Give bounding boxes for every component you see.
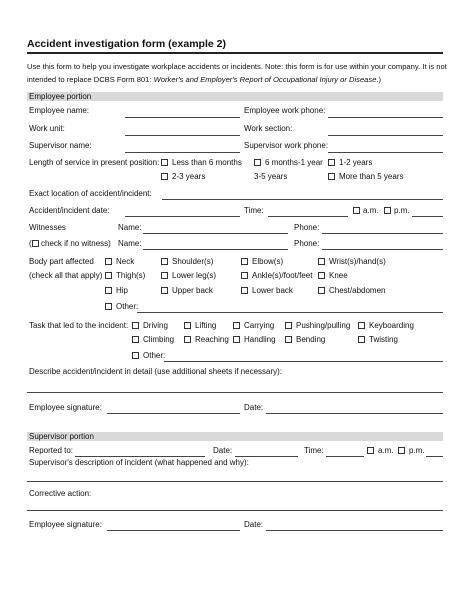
employee-signature-field[interactable]	[107, 413, 240, 414]
corrective-action-field[interactable]	[27, 510, 443, 511]
service-checkbox[interactable]	[328, 173, 335, 180]
task-checkbox[interactable]	[132, 336, 139, 343]
service-checkbox[interactable]	[161, 173, 168, 180]
supervisor-section-header	[27, 432, 443, 441]
body-part-checkbox[interactable]	[161, 272, 168, 279]
incident-date-field[interactable]	[125, 216, 240, 217]
supervisor-am-checkbox[interactable]	[367, 447, 374, 454]
witness-phone-field[interactable]	[322, 233, 443, 234]
describe-label: Describe accident/incident in detail (use additional sheets if necessary):	[29, 367, 283, 376]
reported-to-field[interactable]	[75, 456, 205, 457]
employee-signature-date-label: Date:	[244, 403, 264, 412]
body-part-option: Elbow(s)	[252, 257, 284, 266]
employee-signature-label: Employee signature:	[29, 403, 102, 412]
location-label: Exact location of accident/incident:	[29, 189, 152, 198]
body-part-option: Knee	[329, 271, 348, 280]
supervisor-name-field[interactable]	[125, 152, 240, 153]
supervisor-signature-date-field[interactable]	[266, 530, 443, 531]
am-checkbox[interactable]	[353, 207, 360, 214]
body-part-checkbox[interactable]	[105, 287, 112, 294]
body-part-option: Upper back	[172, 286, 213, 295]
supervisor-pm-label: p.m.	[409, 446, 425, 455]
supervisor-phone-field[interactable]	[328, 152, 443, 153]
employee-name-label: Employee name:	[29, 106, 90, 115]
body-part-checkbox[interactable]	[161, 258, 168, 265]
supervisor-pm-checkbox[interactable]	[398, 447, 405, 454]
witness-name-field[interactable]	[143, 233, 288, 234]
service-option: 2-3 years	[172, 172, 206, 181]
task-checkbox[interactable]	[285, 336, 292, 343]
intro-text: Use this form to help you investigate workplace accidents or incidents. Note: this form is for use within your company. It is not intended to replace DCBS Form 801:	[27, 62, 447, 84]
supervisor-signature-field[interactable]	[107, 530, 240, 531]
witnesses-label: Witnesses	[29, 223, 66, 232]
task-checkbox[interactable]	[358, 336, 365, 343]
supervisor-section-title: Supervisor portion	[29, 432, 94, 441]
incident-ampm-field[interactable]	[412, 216, 443, 217]
body-part-checkbox[interactable]	[318, 258, 325, 265]
task-option: Driving	[143, 321, 168, 330]
intro-paragraph	[27, 61, 447, 86]
task-label: Task that led to the incident:	[29, 321, 129, 330]
service-checkbox[interactable]	[328, 159, 335, 166]
supervisor-date-label: Date:	[213, 446, 233, 455]
supervisor-description-field[interactable]	[27, 481, 443, 482]
body-part-label: Body part affected	[29, 257, 94, 266]
reported-to-label: Reported to:	[29, 446, 74, 455]
witness2-name-field[interactable]	[143, 249, 288, 250]
employee-signature-date-field[interactable]	[266, 413, 443, 414]
task-other-label: Other:	[143, 351, 166, 360]
am-label: a.m.	[363, 206, 379, 215]
task-option: Climbing	[143, 335, 175, 344]
service-checkbox[interactable]	[161, 159, 168, 166]
body-part-checkbox[interactable]	[241, 287, 248, 294]
supervisor-time-field[interactable]	[326, 456, 364, 457]
form-title: Accident investigation form (example 2)	[27, 38, 226, 50]
body-part-checkbox[interactable]	[105, 258, 112, 265]
location-field[interactable]	[162, 199, 443, 200]
body-part-checkbox[interactable]	[241, 272, 248, 279]
employee-work-phone-field[interactable]	[328, 117, 443, 118]
work-unit-label: Work unit:	[29, 124, 65, 133]
task-checkbox[interactable]	[184, 336, 191, 343]
incident-date-label: Accident/incident date:	[29, 206, 110, 215]
work-section-field[interactable]	[328, 135, 443, 136]
no-witness-open-paren: (	[29, 239, 32, 248]
pm-checkbox[interactable]	[384, 207, 391, 214]
body-part-option: Shoulder(s)	[172, 257, 214, 266]
service-option: 6 months-1 year	[265, 158, 323, 167]
supervisor-date-field[interactable]	[235, 456, 298, 457]
task-checkbox[interactable]	[184, 322, 191, 329]
body-part-other-field[interactable]	[137, 312, 443, 313]
body-part-option: Lower leg(s)	[172, 271, 217, 280]
witness-phone-label: Phone:	[294, 223, 320, 232]
pm-label: p.m.	[394, 206, 410, 215]
service-checkbox[interactable]	[254, 159, 261, 166]
task-other-checkbox[interactable]	[132, 352, 139, 359]
task-checkbox[interactable]	[233, 322, 240, 329]
body-part-other-label: Other:	[116, 302, 139, 311]
supervisor-signature-date-label: Date:	[244, 520, 264, 529]
employee-section-title: Employee portion	[29, 92, 92, 101]
supervisor-signature-label: Employee signature:	[29, 520, 102, 529]
supervisor-phone-label: Supervisor work phone:	[244, 141, 329, 150]
service-length-label: Length of service in present position:	[29, 158, 160, 167]
witness-name-label: Name:	[118, 223, 142, 232]
body-part-option: Wrist(s)/hand(s)	[329, 257, 386, 266]
task-option: Bending	[296, 335, 326, 344]
task-option: Twisting	[369, 335, 398, 344]
task-checkbox[interactable]	[285, 322, 292, 329]
task-checkbox[interactable]	[358, 322, 365, 329]
body-part-option: Thigh(s)	[116, 271, 146, 280]
task-option: Pushing/pulling	[296, 321, 351, 330]
task-other-field[interactable]	[164, 361, 443, 362]
title-rule	[27, 52, 443, 54]
body-part-option: Lower back	[252, 286, 293, 295]
task-option: Reaching	[195, 335, 229, 344]
service-option: 1-2 years	[339, 158, 373, 167]
witness2-name-label: Name:	[118, 239, 142, 248]
check-all-label: (check all that apply)	[29, 271, 103, 280]
incident-time-label: Time:	[244, 206, 264, 215]
task-option: Carrying	[244, 321, 275, 330]
body-part-option: Hip	[116, 286, 129, 295]
supervisor-description-label: Supervisor's description of incident (what happened and why):	[29, 458, 249, 467]
employee-name-field[interactable]	[125, 117, 240, 118]
no-witness-checkbox[interactable]	[32, 240, 39, 247]
service-option: Less than 6 months	[172, 158, 242, 167]
body-part-option: Chest/abdomen	[329, 286, 386, 295]
service-option: 3-5 years	[254, 172, 288, 181]
body-part-other-checkbox[interactable]	[105, 303, 112, 310]
no-witness-label: check if no witness)	[41, 239, 111, 248]
corrective-action-label: Corrective action:	[29, 489, 92, 498]
witness2-phone-field[interactable]	[322, 249, 443, 250]
body-part-checkbox[interactable]	[318, 287, 325, 294]
body-part-checkbox[interactable]	[318, 272, 325, 279]
work-section-label: Work section:	[244, 124, 293, 133]
employee-section-header	[27, 92, 443, 101]
supervisor-am-label: a.m.	[378, 446, 394, 455]
task-checkbox[interactable]	[132, 322, 139, 329]
task-checkbox[interactable]	[233, 336, 240, 343]
task-option: Keyboarding	[369, 321, 414, 330]
body-part-checkbox[interactable]	[105, 272, 112, 279]
describe-field[interactable]	[27, 392, 443, 393]
work-unit-field[interactable]	[125, 135, 240, 136]
supervisor-name-label: Supervisor name:	[29, 141, 92, 150]
body-part-option: Neck	[116, 257, 135, 266]
intro-italic: Worker's and Employer's Report of Occupational Injury or Disease	[153, 74, 377, 84]
witness2-phone-label: Phone:	[294, 239, 320, 248]
body-part-checkbox[interactable]	[241, 258, 248, 265]
task-option: Lifting	[195, 321, 217, 330]
intro-end: .)	[376, 74, 382, 84]
body-part-option: Ankle(s)/foot/feet	[252, 271, 313, 280]
incident-time-field[interactable]	[268, 216, 348, 217]
employee-work-phone-label: Employee work phone:	[244, 106, 326, 115]
supervisor-ampm-field[interactable]	[426, 456, 443, 457]
service-option: More than 5 years	[339, 172, 404, 181]
task-option: Handling	[244, 335, 276, 344]
body-part-checkbox[interactable]	[161, 287, 168, 294]
supervisor-time-label: Time:	[304, 446, 324, 455]
